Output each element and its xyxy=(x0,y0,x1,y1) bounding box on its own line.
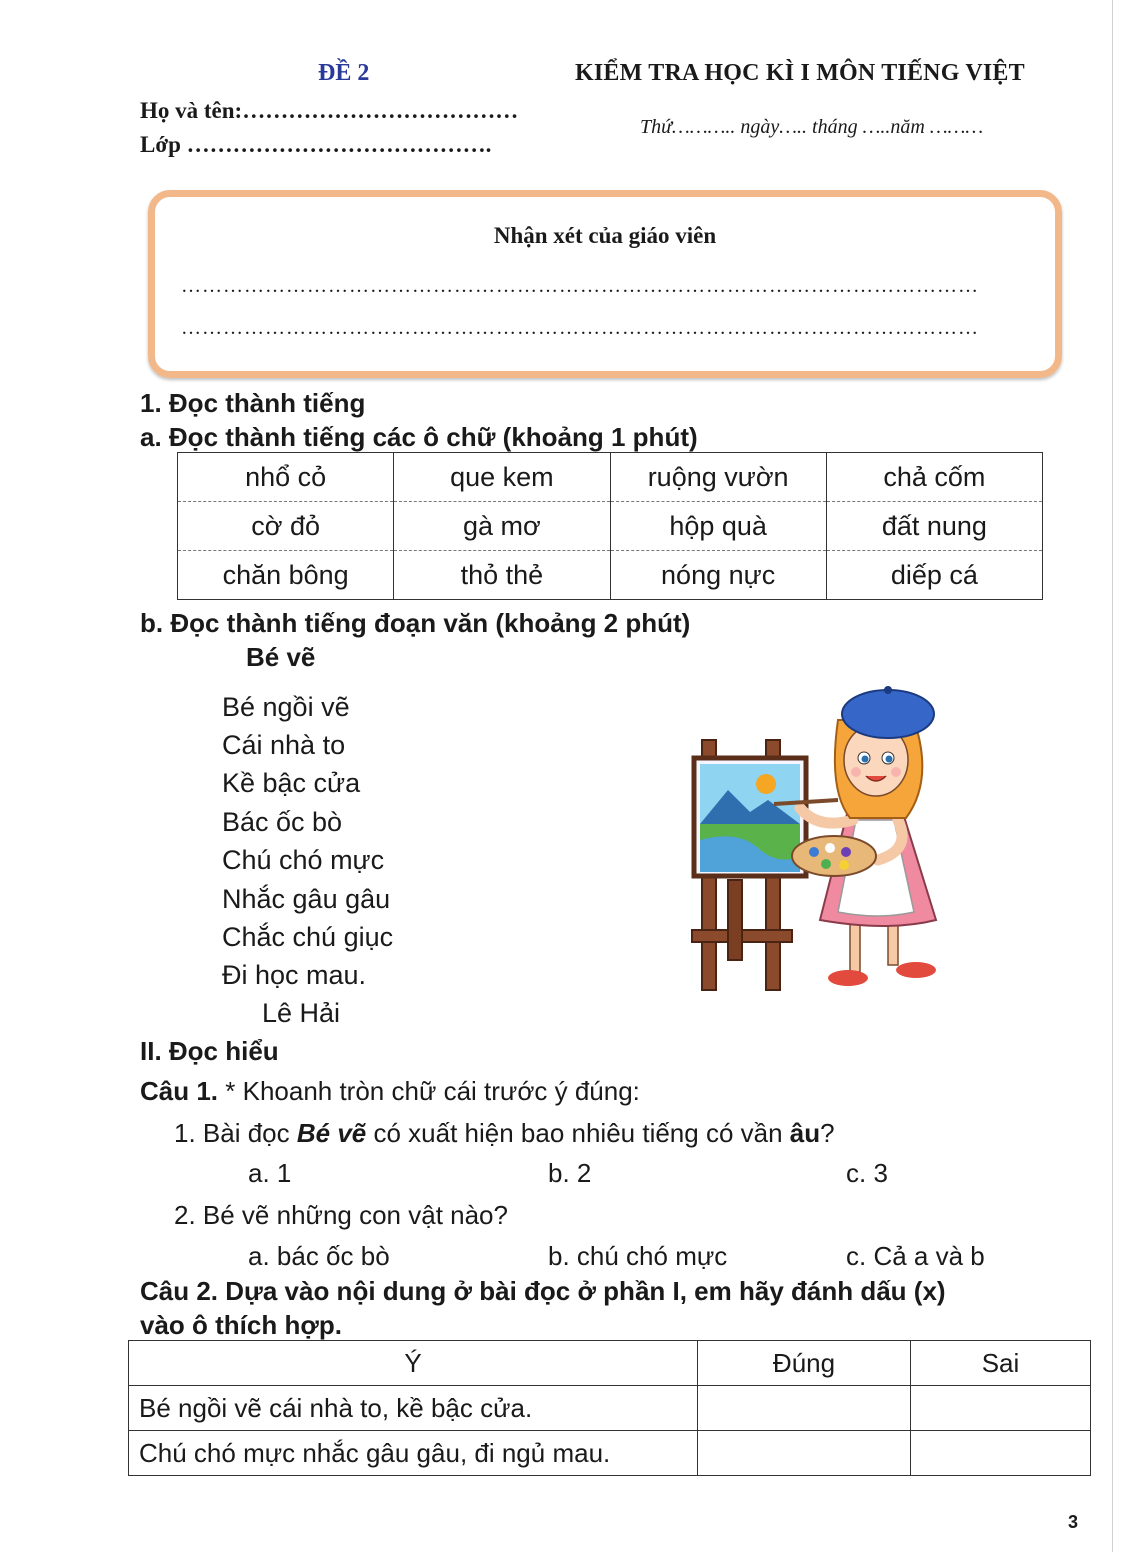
poem-line: Bác ốc bò xyxy=(222,807,343,837)
question-1-1 xyxy=(174,1118,835,1149)
column-header-true: Đúng xyxy=(698,1341,911,1386)
poem-title: Bé vẽ xyxy=(246,642,316,672)
table-row xyxy=(129,1431,1091,1476)
poem-line: Kề bậc cửa xyxy=(222,768,361,798)
question-2-line-2: vào ô thích hợp. xyxy=(140,1310,342,1340)
table-header-row xyxy=(129,1341,1091,1386)
column-header-statement: Ý xyxy=(129,1341,698,1386)
comment-line-1: …………………………………………………………………………………………………… xyxy=(181,275,979,297)
word-row xyxy=(178,453,1043,502)
poem-line: Nhắc gâu gâu xyxy=(222,884,391,914)
paint-white xyxy=(825,843,835,853)
shoe-right xyxy=(896,962,936,978)
option-b[interactable]: b. chú chó mực xyxy=(548,1241,728,1271)
word-cell: que kem xyxy=(394,453,610,502)
page-number: 3 xyxy=(1068,1512,1079,1532)
column-header-false: Sai xyxy=(911,1341,1091,1386)
comment-line-2: …………………………………………………………………………………………………… xyxy=(181,317,979,339)
word-cell: nhổ cỏ xyxy=(178,453,394,502)
q1-1-title: Bé vẽ xyxy=(296,1118,367,1148)
exam-code: ĐỀ 2 xyxy=(318,60,370,86)
question-1-text: * Khoanh tròn chữ cái trước ý đúng: xyxy=(218,1076,640,1106)
q1-1-mid: có xuất hiện bao nhiêu tiếng có vần xyxy=(366,1118,790,1148)
shoe-left xyxy=(828,970,868,986)
poem-author: Lê Hải xyxy=(262,998,341,1028)
paint-blue xyxy=(809,847,819,857)
poem-line: Chắc chú giục xyxy=(222,922,394,952)
sun-icon xyxy=(756,774,776,794)
false-checkbox-cell[interactable] xyxy=(911,1386,1091,1431)
question-2-line-1: Câu 2. Dựa vào nội dung ở bài đọc ở phần I, em hãy đánh dấu (x) xyxy=(140,1276,946,1306)
word-cell: chả cốm xyxy=(826,453,1042,502)
part-a-heading: a. Đọc thành tiếng các ô chữ (khoảng 1 phút) xyxy=(140,422,698,452)
easel-back-leg xyxy=(728,880,742,960)
word-cell: nóng nực xyxy=(610,551,826,600)
poem-line: Đi học mau. xyxy=(222,960,367,990)
date-line: Thứ……….. ngày….. tháng …..năm ……… xyxy=(640,116,984,138)
word-cell: gà mơ xyxy=(394,502,610,551)
word-cell: cờ đỏ xyxy=(178,502,394,551)
word-cell: chăn bông xyxy=(178,551,394,600)
word-row xyxy=(178,551,1043,600)
statement-cell: Bé ngồi vẽ cái nhà to, kề bậc cửa. xyxy=(129,1386,698,1431)
word-table xyxy=(177,452,1043,600)
class-field-label: Lớp …………………………………. xyxy=(140,132,492,157)
poem-line: Bé ngồi vẽ xyxy=(222,692,350,722)
question-1-2: 2. Bé vẽ những con vật nào? xyxy=(174,1200,508,1230)
option-c[interactable]: c. Cả a và b xyxy=(846,1241,985,1271)
exam-title: KIỂM TRA HỌC KÌ I MÔN TIẾNG VIỆT xyxy=(575,60,1025,86)
q1-1-end: ? xyxy=(820,1118,835,1148)
girl-painting-illustration xyxy=(688,680,948,1000)
question-1 xyxy=(140,1076,640,1107)
paint-yellow xyxy=(839,860,849,870)
word-cell: hộp quà xyxy=(610,502,826,551)
teacher-comment-box xyxy=(148,190,1062,378)
true-checkbox-cell[interactable] xyxy=(698,1386,911,1431)
word-cell: diếp cá xyxy=(826,551,1042,600)
word-cell: ruộng vườn xyxy=(610,453,826,502)
statement-cell: Chú chó mực nhắc gâu gâu, đi ngủ mau. xyxy=(129,1431,698,1476)
word-cell: thỏ thẻ xyxy=(394,551,610,600)
paint-purple xyxy=(841,847,851,857)
option-a[interactable]: a. 1 xyxy=(248,1158,292,1188)
q1-1-prefix: 1. Bài đọc xyxy=(174,1118,297,1148)
true-false-table xyxy=(128,1340,1091,1476)
part-b-heading: b. Đọc thành tiếng đoạn văn (khoảng 2 phút) xyxy=(140,608,691,638)
word-row xyxy=(178,502,1043,551)
q1-1-rhyme: âu xyxy=(789,1118,821,1148)
palette xyxy=(792,836,876,876)
true-checkbox-cell[interactable] xyxy=(698,1431,911,1476)
section-1-heading: 1. Đọc thành tiếng xyxy=(140,388,366,418)
paint-green xyxy=(821,859,831,869)
comment-title: Nhận xét của giáo viên xyxy=(493,223,717,248)
false-checkbox-cell[interactable] xyxy=(911,1431,1091,1476)
poem-line: Chú chó mực xyxy=(222,845,385,875)
name-field-label: Họ và tên:……………………………… xyxy=(140,98,519,123)
table-row xyxy=(129,1386,1091,1431)
word-cell: đất nung xyxy=(826,502,1042,551)
option-a[interactable]: a. bác ốc bò xyxy=(248,1241,390,1271)
question-1-label: Câu 1. xyxy=(140,1076,219,1106)
poem-line: Cái nhà to xyxy=(222,730,346,760)
section-2-heading: II. Đọc hiểu xyxy=(140,1036,279,1066)
option-c[interactable]: c. 3 xyxy=(846,1158,888,1188)
option-b[interactable]: b. 2 xyxy=(548,1158,592,1188)
beret xyxy=(842,690,934,738)
